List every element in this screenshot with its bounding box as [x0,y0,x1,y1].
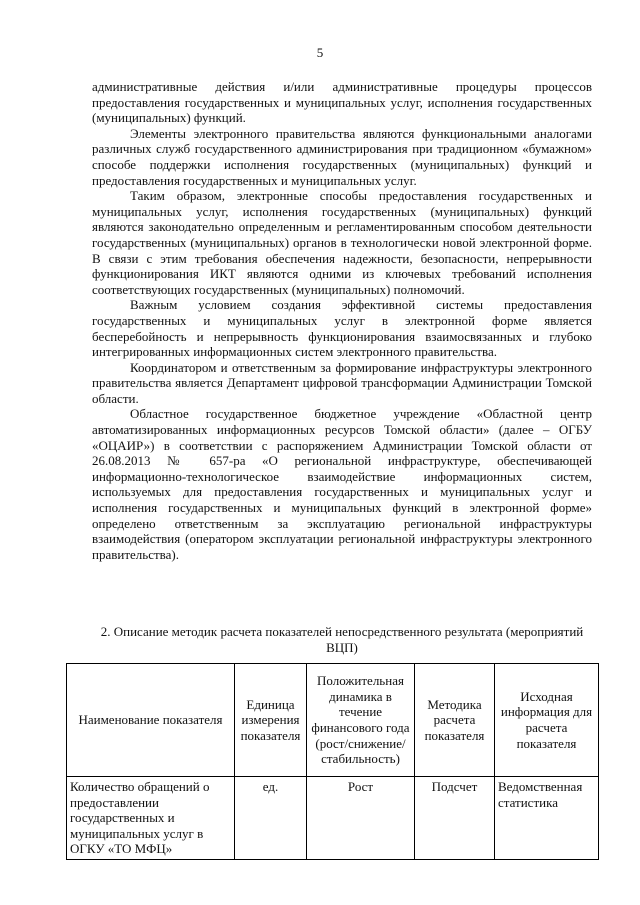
header-unit: Единица измерения показателя [235,664,307,777]
indicators-table [66,663,599,860]
paragraph: Важным условием создания эффективной системы предоставления государственных и муниципальных услуг в электронной форме является бесперебойность и непрерывность функционирования взаимосвязанных и глубоко интегрированных информационных систем электронного правительства. [92,297,592,360]
paragraph-continuation: административные действия и/или административные процедуры процессов предоставления государственных и муниципальных услуг, исполнения государственных (муниципальных) функций. [92,79,592,126]
header-source: Исходная информация для расчета показателя [495,664,599,777]
table-header-row [67,664,599,777]
paragraph: Таким образом, электронные способы предоставления государственных и муниципальных услуг, исполнения государственных (муниципальных) функций являются законодательно определенным и регламентированным способом деятельности государственных (муниципальных) органов в технологически новой электронной форме. В связи с этим требования обеспечения надежности, безопасности, непрерывности функционирования ИКТ являются одними из ключевых требований исполнения соответствующих государственных (муниципальных) полномочий. [92,188,592,297]
header-dynamics: Положительная динамика в течение финансового года (рост/снижение/ стабильность) [307,664,415,777]
header-method: Методика расчета показателя [415,664,495,777]
paragraph: Областное государственное бюджетное учреждение «Областной центр автоматизированных информационных ресурсов Томской области» (далее – ОГБУ «ОЦАИР») в соответствии с распоряжением Администрации Томской области от 26.08.2013 № 657-ра «О региональной инфраструктуре, обеспечивающей информационно-технологическое взаимодействие информационных систем, используемых для предоставления государственных и муниципальных услуг и исполнения государственных и муниципальных функций в электронной форме» определено ответственным за эксплуатацию региональной инфраструктуры взаимодействия (оператором эксплуатации региональной инфраструктуры электронного правительства). [92,406,592,562]
cell-method: Подсчет [415,777,495,860]
section-title: 2. Описание методик расчета показателей непосредственного результата (мероприятий ВЦП) [100,624,584,655]
table-row [67,777,599,860]
document-body [92,79,592,562]
cell-source: Ведомственная статистика [495,777,599,860]
header-indicator-name: Наименование показателя [67,664,235,777]
paragraph: Координатором и ответственным за формирование инфраструктуры электронного правительства является Департамент цифровой трансформации Администрации Томской области. [92,359,592,406]
cell-dynamics: Рост [307,777,415,860]
cell-unit: ед. [235,777,307,860]
paragraph: Элементы электронного правительства являются функциональными аналогами различных служб государственного администрирования при традиционном «бумажном» способе поддержки исполнения государственных (муниципальных) функций и предоставления государственных и муниципальных услуг. [92,125,592,188]
cell-indicator-name: Количество обращений о предоставлении государственных и муниципальных услуг в ОГКУ «ТО МФЦ» [67,777,235,860]
page-number: 5 [316,45,324,60]
